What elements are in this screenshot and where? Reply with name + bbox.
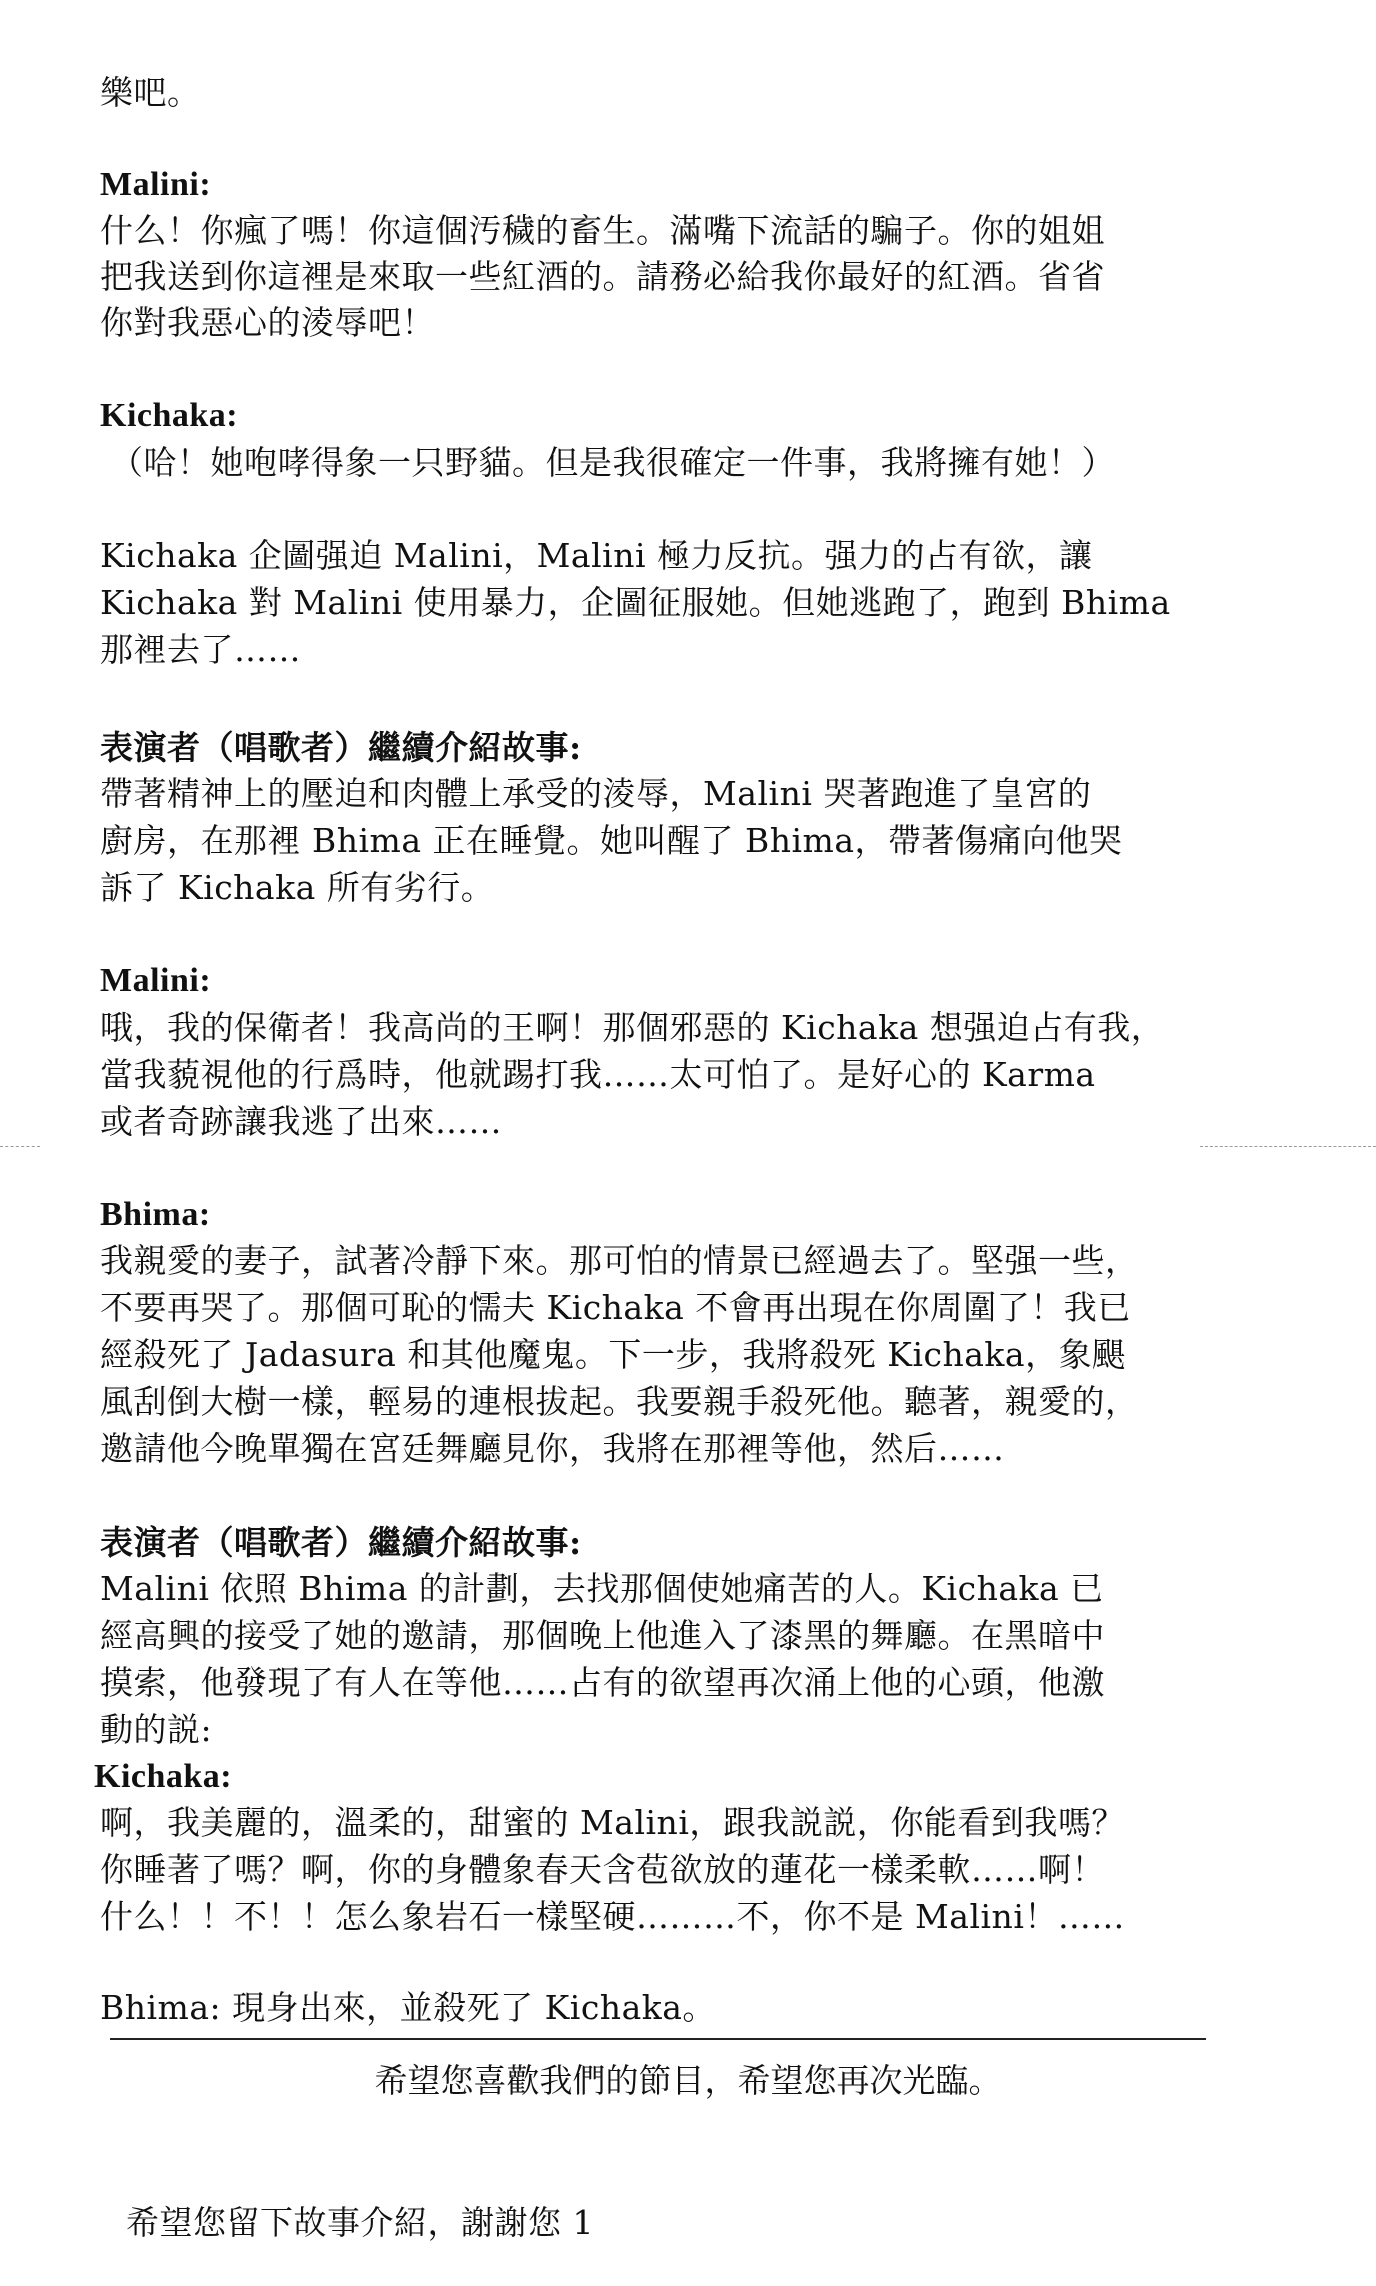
text-line: 什么！你瘋了嗎！你這個汚穢的畜生。滿嘴下流話的騙子。你的姐姐 (100, 211, 1105, 250)
text-line: Kichaka 企圖强迫 Malini，Malini 極力反抗。强力的占有欲，讓 (100, 536, 1093, 575)
scan-mark (1200, 1146, 1376, 1147)
text-line: 經殺死了 Jadasura 和其他魔鬼。下一步，我將殺死 Kichaka，象颶 (100, 1335, 1126, 1374)
text-line: 訴了 Kichaka 所有劣行。 (100, 868, 495, 907)
text-line: 那裡去了…… (100, 630, 301, 669)
text-line: 樂吧。 (100, 73, 201, 112)
footer-note: 希望您留下故事介紹，謝謝您 1 (126, 2203, 594, 2242)
text-line: 不要再哭了。那個可恥的懦夫 Kichaka 不會再出現在你周圍了！我已 (100, 1288, 1131, 1327)
text-line: 摸索，他發現了有人在等他……占有的欲望再次涌上他的心頭，他激 (100, 1663, 1105, 1702)
scan-mark (0, 1146, 40, 1147)
divider-rule (110, 2038, 1206, 2040)
text-line: 啊，我美麗的，溫柔的，甜蜜的 Malini，跟我説説，你能看到我嗎？ (100, 1803, 1125, 1842)
text-line: 什么！！不！！怎么象岩石一樣堅硬………不，你不是 Malini！…… (100, 1897, 1125, 1936)
text-line: 風刮倒大樹一樣，輕易的連根拔起。我要親手殺死他。聽著，親愛的， (100, 1382, 1139, 1421)
text-line: 或者奇跡讓我逃了出來…… (100, 1102, 502, 1141)
text-line: 你睡著了嗎？啊，你的身體象春天含苞欲放的蓮花一樣柔軟……啊！ (100, 1850, 1105, 1889)
speaker-label: Malini: (100, 962, 212, 999)
speaker-label: Malini: (100, 166, 212, 203)
text-line: 邀請他今晚單獨在宮廷舞廳見你，我將在那裡等他，然后…… (100, 1429, 1005, 1468)
text-line: 當我藐視他的行爲時，他就踢打我……太可怕了。是好心的 Karma (100, 1055, 1096, 1094)
text-line: 經高興的接受了她的邀請，那個晚上他進入了漆黑的舞廳。在黑暗中 (100, 1616, 1105, 1655)
text-line: 動的説: (100, 1710, 213, 1749)
text-line: 廚房，在那裡 Bhima 正在睡覺。她叫醒了 Bhima，帶著傷痛向他哭 (100, 821, 1123, 860)
text-line: Malini 依照 Bhima 的計劃，去找那個使她痛苦的人。Kichaka 已 (100, 1569, 1104, 1608)
text-line: （哈！她咆哮得象一只野貓。但是我很確定一件事，我將擁有她！） (110, 443, 1115, 482)
narrator-label: 表演者（唱歌者）繼續介紹故事: (100, 1523, 582, 1562)
speaker-label: Bhima: (100, 1196, 211, 1233)
narrator-label: 表演者（唱歌者）繼續介紹故事: (100, 728, 582, 767)
text-line: 我親愛的妻子，試著冷靜下來。那可怕的情景已經過去了。堅强一些， (100, 1241, 1139, 1280)
text-line: 你對我惡心的淩辱吧！ (100, 303, 435, 342)
text-line: Bhima: 現身出來，並殺死了 Kichaka。 (100, 1988, 716, 2027)
text-line: Kichaka 對 Malini 使用暴力，企圖征服她。但她逃跑了，跑到 Bhima (100, 583, 1171, 622)
text-line: 帶著精神上的壓迫和肉體上承受的淩辱，Malini 哭著跑進了皇宮的 (100, 774, 1092, 813)
text-line: 哦，我的保衛者！我高尚的王啊！那個邪惡的 Kichaka 想强迫占有我， (100, 1008, 1165, 1047)
speaker-label: Kichaka: (100, 397, 239, 434)
text-line: 把我送到你這裡是來取一些紅酒的。請務必給我你最好的紅酒。省省 (100, 257, 1105, 296)
speaker-label: Kichaka: (94, 1758, 233, 1795)
closing-message: 希望您喜歡我們的節目，希望您再次光臨。 (374, 2061, 1002, 2100)
